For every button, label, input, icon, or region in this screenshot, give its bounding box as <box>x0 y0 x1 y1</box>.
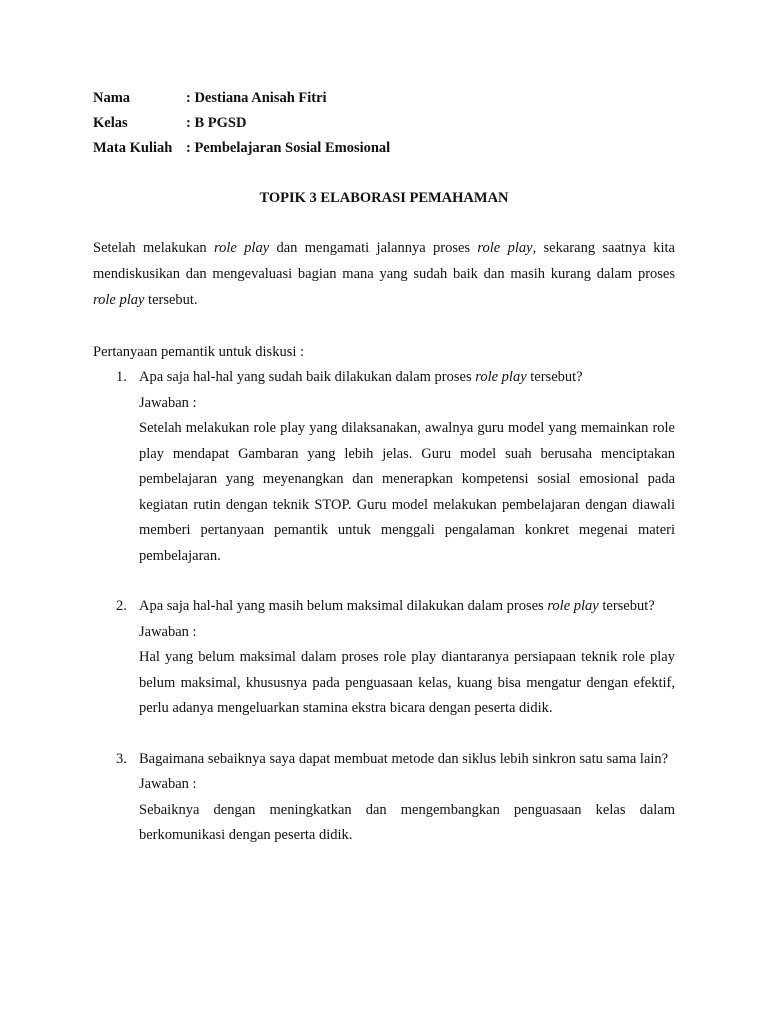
question-text-after: tersebut? <box>598 598 655 614</box>
intro-text-2: dan mengamati jalannya proses <box>269 240 478 256</box>
intro-text-1: Setelah melakukan <box>93 240 214 256</box>
question-text-before: Bagaimana sebaiknya saya dapat membuat metode dan siklus lebih sinkron satu sama lain? <box>139 750 669 767</box>
question-text <box>139 747 675 773</box>
question-number: 2. <box>116 598 127 614</box>
question-text <box>139 365 675 391</box>
question-number: 1. <box>116 369 127 385</box>
intro-italic-2: role play <box>477 240 533 256</box>
question-text-before: Apa saja hal-hal yang sudah baik dilakukan dalam proses <box>139 369 476 385</box>
info-label-course: Mata Kuliah <box>93 140 173 156</box>
question-body <box>139 594 675 722</box>
answer-text: Setelah melakukan role play yang dilaksanakan, awalnya guru model yang memainkan role play mendapat Gambaran yang lebih jelas. Guru model suah berusaha menciptakan pembelajaran yang meyenangkan dan menerapkan kompetensi sosial emosional pada kegiatan rutin dengan teknik STOP. Guru model melakukan pembelajaran dengan diawali memberi pertanyaan pemantik untuk menggali pengalaman konkret megenai materi pembelajaran. <box>139 420 675 564</box>
question-text-before: Apa saja hal-hal yang masih belum maksimal dilakukan dalam proses <box>139 598 548 614</box>
student-info <box>93 86 675 161</box>
question-item-3 <box>93 747 675 849</box>
question-number: 3. <box>116 750 127 767</box>
answer-label: Jawaban : <box>139 776 197 792</box>
document-title: TOPIK 3 ELABORASI PEMAHAMAN <box>259 190 509 206</box>
question-text <box>139 594 675 620</box>
answer-label: Jawaban : <box>139 623 197 640</box>
discussion-prompt: Pertanyaan pemantik untuk diskusi : <box>93 344 305 360</box>
intro-italic-1: role play <box>214 240 270 256</box>
question-item-2 <box>93 594 675 722</box>
info-label-class: Kelas <box>93 115 128 131</box>
question-text-italic: role play <box>547 598 599 614</box>
question-text-after: tersebut? <box>526 369 583 385</box>
info-label-name: Nama <box>93 90 131 106</box>
question-body <box>139 747 675 849</box>
info-row-name <box>93 86 675 111</box>
question-text-italic: role play <box>475 369 527 385</box>
answer-label: Jawaban : <box>139 394 197 411</box>
intro-text-4: tersebut. <box>144 292 198 308</box>
answer-text: Hal yang belum maksimal dalam proses role play diantaranya persiapaan teknik role play belum maksimal, khususnya pada penguasaan kelas, kuang bisa mengatur dengan efektif, perlu adanya mengeluarkan stamina ekstra bicara dengan peserta didik. <box>139 649 675 716</box>
info-row-class <box>93 111 675 136</box>
answer-text: Sebaiknya dengan meningkatkan dan mengembangkan penguasaan kelas dalam berkomunikasi dengan peserta didik. <box>139 801 675 843</box>
question-list <box>93 365 675 849</box>
intro-italic-3: role play <box>93 292 145 308</box>
info-row-course <box>93 136 675 161</box>
intro-paragraph <box>93 235 675 313</box>
intro-text-3: , sekarang saatnya kita mendiskusikan dan mengevaluasi bagian mana yang sudah baik dan masih kurang dalam proses <box>93 240 675 282</box>
info-value-class: : B PGSD <box>186 115 247 131</box>
question-body <box>139 365 675 569</box>
info-value-name: : Destiana Anisah Fitri <box>186 90 327 106</box>
question-item-1 <box>93 365 675 569</box>
info-value-course: : Pembelajaran Sosial Emosional <box>186 140 391 156</box>
